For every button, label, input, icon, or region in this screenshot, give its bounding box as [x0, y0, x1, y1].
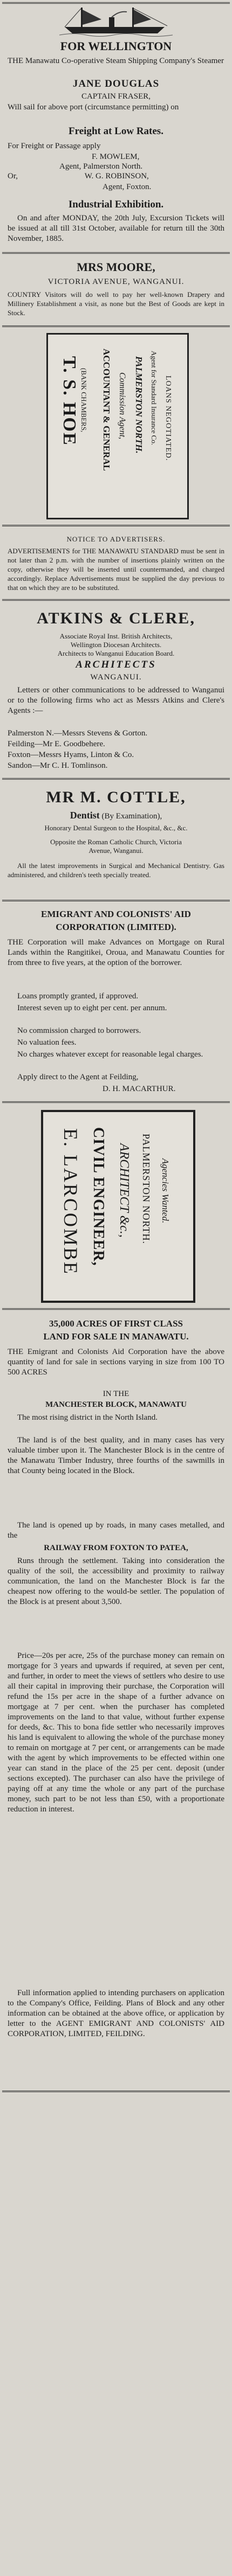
agent2-name: W. G. ROBINSON, — [84, 172, 149, 180]
captain-name: CAPTAIN FRASER, — [81, 92, 151, 101]
exhibition-body: On and after MONDAY, the 20th July, Excursion Tickets will be issued at all till 31st October, available for return till the 30th November, 1885. — [8, 214, 224, 243]
top-rule — [2, 2, 230, 4]
notice-title: NOTICE TO ADVERTISERS. — [66, 535, 166, 543]
atkins-architects: ARCHITECTS — [76, 659, 156, 670]
acres-p5: Price—20s per acre, 25s of the purchase money can remain on mortgage for 3 years and upwards if required, at seven per cent, and further, in order to meet the views of settlers who desire to use all their capital in improving their purchase, the Corporation will refund the 15s per acre in the shape of a further advance on mortgage at 7 per cent. when the purchaser has completed improvements on the land to that value, without further expense for deeds, &c. This to bona fide settler who necessarily improves his land is equivalent to allowing the whole of the purchase money to remain on mortgage at 7 per cent, or arrangements can be made with the agent by which improvements to be effected within one year can stand in the place of the 25 per cent. deposit (under sections excepted). The purchaser can also have the privilege of paying off at any time the whole or any part of the purchase money, such part to be not less than £50, with a proportionate reduction in interest. — [8, 1651, 224, 1814]
acres-p3: The land is opened up by roads, in many cases metalled, and the — [8, 1521, 224, 1540]
larcombe-line2: CIVIL ENGINEER, — [90, 1127, 107, 1266]
cottle-dentist: Dentist — [70, 810, 100, 821]
acres-p4: Runs through the settlement. Taking into consideration the quality of the soil, the accessibility and proximity to railway communication, the land on the Manchester Block is far the cheapest now offering to the would-be settler. The population of the Block is at present about 3,500. — [8, 1557, 224, 1606]
hoe-chambers: (BANK CHAMBERS, — [80, 368, 88, 433]
hoe-line5: Agent for Standard Insurance Co. — [150, 351, 158, 446]
steamship-icon — [59, 5, 173, 37]
atkins-agent4: Sandon—Mr C. H. Tomlinson. — [8, 761, 108, 770]
cottle-sub: Honorary Dental Surgeon to the Hospital, &c., &c. — [44, 824, 188, 832]
acres-intro: THE Emigrant and Colonists Aid Corporation have the above quantity of land for sale in sections varying in size from 100 TO 500 ACRES — [8, 1348, 224, 1377]
larcombe-name: E. LARCOMBE — [60, 1128, 81, 1276]
freight-heading: Freight at Low Rates. — [69, 126, 163, 137]
emigrant-l4: No valuation fees. — [17, 1038, 77, 1047]
divider-rule — [2, 1308, 230, 1310]
larcombe-card — [41, 1110, 195, 1303]
atkins-title: ATKINS & CLERE, — [37, 609, 195, 627]
cottle-addr2: Avenue, Wanganui. — [88, 846, 144, 855]
hoe-line6: LOANS NEGOTIATED. — [164, 376, 172, 461]
agent1-name: F. MOWLEM, — [92, 152, 140, 161]
ship-illustration — [0, 5, 232, 37]
hoe-line2: ACCOUNTANT & GENERAL — [101, 349, 112, 471]
acres-block: IN THE — [103, 1390, 129, 1398]
acres-p1: The most rising district in the North Island. — [17, 1413, 158, 1422]
emigrant-body: THE Corporation will make Advances on Mortgage on Rural Lands within the Rangitikei, Oroua, and Manawatu Counties for from three to five years, at the option of the borrower. — [8, 938, 224, 967]
emigrant-l2: Interest seven up to eight per cent. per annum. — [17, 1004, 167, 1012]
moore-address: VICTORIA AVENUE, WANGANUI. — [47, 277, 185, 286]
divider-rule — [2, 778, 230, 780]
acres-block2: MANCHESTER BLOCK, MANAWATU — [45, 1400, 187, 1409]
atkins-sub1: Associate Royal Inst. British Architects, — [59, 632, 173, 640]
hoe-name: T. S. HOE — [59, 356, 79, 446]
atkins-town: WANGANUI. — [90, 673, 142, 682]
notice-body: ADVERTISEMENTS for THE MANAWATU STANDARD must be sent in not later than 2 p.m. with the number of insertions plainly written on the copy, otherwise they will be inserted until countermanded, and charged accordingly. Replace Advertisements must be supplied the day previous to that on which they are to be substituted. — [8, 547, 224, 592]
hoe-line4: PALMERSTON NORTH. — [134, 356, 144, 454]
acres-title2: LAND FOR SALE IN MANAWATU. — [43, 1331, 189, 1342]
larcombe-line4: PALMERSTON NORTH. — [141, 1134, 152, 1244]
cottle-body: All the latest improvements in Surgical and Mechanical Dentistry. Gas administered, and children's teeth specially treated. — [8, 862, 224, 879]
cottle-addr1: Opposite the Roman Catholic Church, Victoria — [50, 838, 182, 846]
exhibition-title: Industrial Exhibition. — [68, 199, 164, 210]
divider-rule — [2, 900, 230, 901]
cottle-qual: (By Examination), — [101, 812, 162, 821]
atkins-agent2: Feilding—Mr E. Goodbehere. — [8, 740, 105, 748]
divider-rule — [2, 252, 230, 254]
emigrant-l3: No commission charged to borrowers. — [17, 1026, 141, 1035]
larcombe-line3: ARCHITECT &c., — [117, 1143, 131, 1238]
divider-rule — [2, 525, 230, 526]
hoe-card — [46, 333, 189, 519]
emigrant-l6: Apply direct to the Agent at Feilding, — [17, 1073, 139, 1081]
agent2-place: Agent, Foxton. — [103, 183, 152, 191]
emigrant-l5: No charges whatever except for reasonable legal charges. — [17, 1050, 203, 1059]
divider-rule — [2, 1101, 230, 1103]
agent1-place: Agent, Palmerston North. — [59, 162, 143, 171]
cottle-title: MR M. COTTLE, — [46, 788, 186, 806]
acres-p6: Full information applied to intending purchasers on application to the Company's Office, Feilding. Plans of Block and any other information can be obtained at the above office, or application by letter to the AGENT EMIGRANT AND COLONISTS' AID CORPORATION, LIMITED, FEILDING. — [8, 1989, 224, 2038]
larcombe-line5: Agencies Wanted. — [160, 1158, 170, 1224]
emigrant-l1: Loans promptly granted, if approved. — [17, 992, 139, 1001]
wellington-intro — [0, 56, 232, 66]
passage-note: For Freight or Passage apply — [8, 142, 101, 150]
atkins-agent3: Foxton—Messrs Hyams, Linton & Co. — [8, 751, 134, 759]
cottle-dentist-row — [0, 810, 232, 822]
hoe-line3: Commission Agent, — [118, 372, 127, 440]
moore-title: MRS MOORE, — [77, 260, 155, 274]
bottom-rule — [2, 2091, 230, 2092]
acres-p2: The land is of the best quality, and in many cases has very valuable timber upon it. The Manchester Block is in the centre of the Manawatu Timber Industry, three fourths of the sawmills in that County being located in the Block. — [8, 1436, 224, 1475]
moore-body: COUNTRY Visitors will do well to pay her well-known Drapery and Millinery Establishment a visit, as none but the Best of Goods are kept in Stock. — [8, 290, 224, 317]
atkins-body: Letters or other communications to be addressed to Wanganui or to the following firms who act as Messrs Atkins and Clere's Agents :— — [8, 686, 224, 715]
atkins-sub3: Architects to Wanganui Education Board. — [57, 649, 175, 657]
sail-note: Will sail for above port (circumstance permitting) on — [8, 103, 179, 112]
wellington-intro-text: THE Manawatu Co-operative Steam Shipping Company's Steamer — [8, 57, 224, 65]
emigrant-agent: D. H. MACARTHUR. — [103, 1085, 176, 1093]
atkins-agent1: Palmerston N.—Messrs Stevens & Gorton. — [8, 729, 148, 738]
wellington-title: FOR WELLINGTON — [60, 39, 172, 53]
acres-title1: 35,000 ACRES OF FIRST CLASS — [49, 1318, 183, 1329]
divider-rule — [2, 599, 230, 601]
divider-rule — [2, 325, 230, 327]
emigrant-title2: CORPORATION (LIMITED). — [56, 922, 176, 932]
ship-name: JANE DOUGLAS — [72, 78, 160, 89]
agent2-prefix: Or, — [8, 172, 18, 180]
atkins-sub2: Wellington Diocesan Architects. — [70, 641, 162, 649]
acres-railway: RAILWAY FROM FOXTON TO PATEA, — [44, 1544, 188, 1552]
emigrant-title: EMIGRANT AND COLONISTS' AID — [41, 909, 191, 919]
agent2-row — [0, 171, 232, 182]
